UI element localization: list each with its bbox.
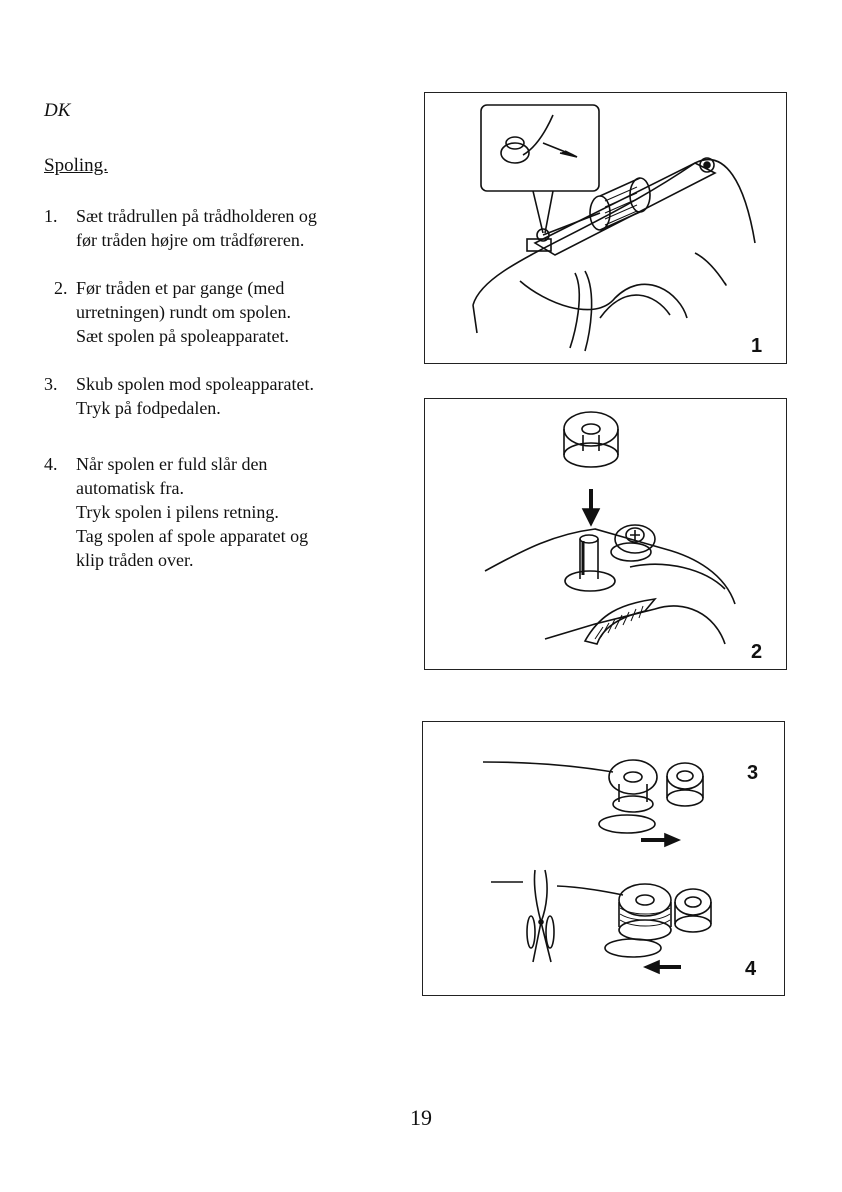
step-line: Sæt spolen på spoleapparatet. <box>76 326 289 346</box>
figure-number: 3 <box>747 762 759 784</box>
step-text <box>76 276 376 348</box>
step-number: 1. <box>44 206 58 226</box>
figure-2-panel <box>424 398 787 670</box>
page-number: 19 <box>410 1105 432 1130</box>
figure-number: 2 <box>751 641 763 663</box>
step-text <box>76 372 376 420</box>
section-heading: Spoling. <box>44 155 108 176</box>
step-line: Skub spolen mod spoleapparatet. <box>76 374 314 394</box>
figure-number: 4 <box>745 958 757 980</box>
step-number: 4. <box>44 454 58 474</box>
step-line: Tag spolen af spole apparatet og <box>76 526 309 546</box>
step-line: før tråden højre om trådføreren. <box>76 230 305 250</box>
language-code: DK <box>44 100 71 121</box>
figure-3-4-panel <box>422 721 785 996</box>
step-line: Når spolen er fuld slår den <box>76 454 268 474</box>
step-text <box>76 204 376 252</box>
step-text <box>76 452 376 572</box>
step-line: urretningen) rundt om spolen. <box>76 302 291 322</box>
step-number: 3. <box>44 374 58 394</box>
figure-number: 1 <box>751 335 763 357</box>
figure-1-panel <box>424 92 787 364</box>
figure-1-illustration <box>425 93 786 363</box>
step-line: Sæt trådrullen på trådholderen og <box>76 206 317 226</box>
step-line: Før tråden et par gange (med <box>76 278 285 298</box>
figure-2-illustration <box>425 399 786 669</box>
step-number: 2. <box>54 278 68 298</box>
step-line: klip tråden over. <box>76 550 194 570</box>
step-line: Tryk spolen i pilens retning. <box>76 502 279 522</box>
figure-3-4-illustration <box>423 722 784 995</box>
step-line: Tryk på fodpedalen. <box>76 398 221 418</box>
step-line: automatisk fra. <box>76 478 184 498</box>
